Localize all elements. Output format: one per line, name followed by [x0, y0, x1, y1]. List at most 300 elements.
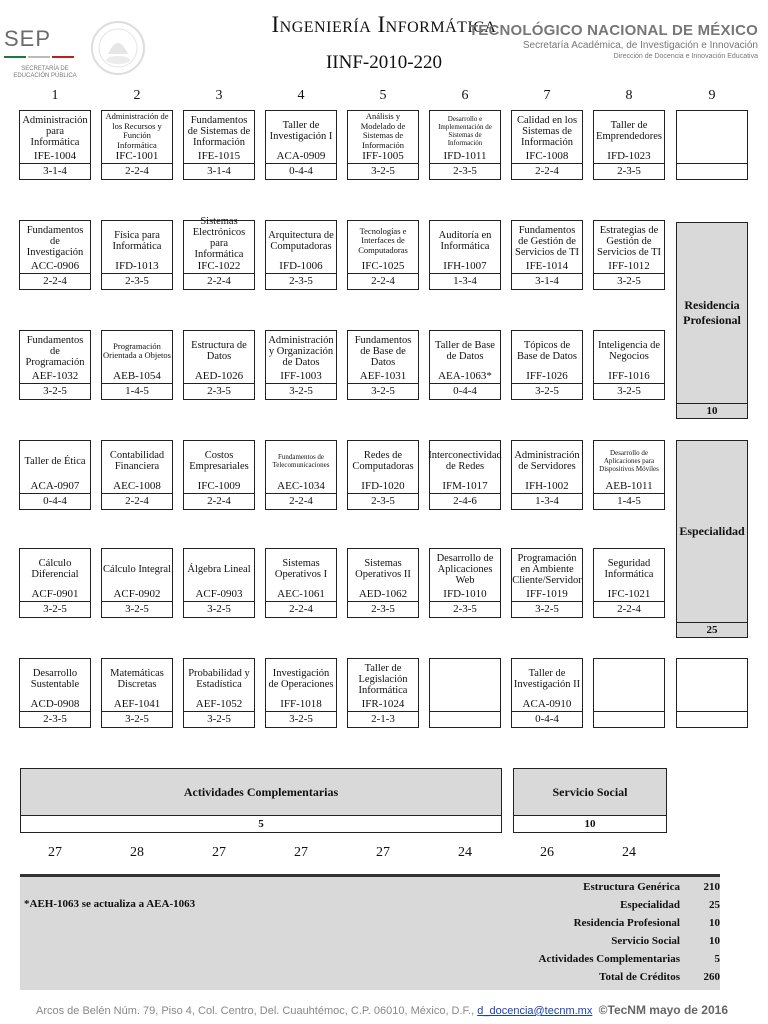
- subject-code: IFC-1022: [197, 260, 241, 272]
- column-number-9: 9: [708, 88, 716, 103]
- subject-credits: 2-3-5: [19, 712, 91, 728]
- subject-credits: 3-2-5: [19, 384, 91, 400]
- footer-address: [36, 1005, 592, 1017]
- subject-name: Fundamentos de Programación: [25, 334, 85, 368]
- subject-box: [265, 658, 337, 712]
- subject-box: [593, 548, 665, 602]
- empty-box: [676, 110, 748, 164]
- column-total-7: 26: [540, 845, 554, 860]
- subject-box: [511, 330, 583, 384]
- subject-cell: [183, 330, 255, 400]
- empty-credits: [429, 712, 501, 728]
- subject-credits: 3-2-5: [593, 274, 665, 290]
- column-number-8: 8: [625, 88, 633, 103]
- subject-code: IFD-1011: [443, 150, 487, 162]
- subject-credits: 2-3-5: [429, 602, 501, 618]
- subject-box: [347, 220, 419, 274]
- column-number-1: 1: [51, 88, 59, 103]
- subject-cell: [347, 110, 419, 180]
- summary-row: [380, 971, 720, 983]
- subject-credits: 1-4-5: [593, 494, 665, 510]
- servicio-block: [513, 768, 667, 816]
- subject-box: [101, 548, 173, 602]
- subject-box: [511, 220, 583, 274]
- address-text: Arcos de Belén Núm. 79, Piso 4, Col. Centro, Del. Cuauhtémoc, C.P. 06010, México, D.F.,: [36, 1005, 478, 1017]
- direccion-name: Dirección de Docencia e Innovación Educativa: [613, 53, 758, 60]
- subject-credits: 3-2-5: [347, 164, 419, 180]
- subject-code: IFC-1009: [197, 480, 241, 492]
- subject-code: AEB-1054: [113, 370, 161, 382]
- summary-label: Actividades Complementarias: [538, 953, 680, 965]
- subject-cell: [19, 110, 91, 180]
- subject-name: Taller de Investigación II: [513, 668, 581, 690]
- subject-cell: [593, 220, 665, 290]
- subject-name: Administración de Servidores: [514, 450, 580, 472]
- column-total-8: 24: [622, 845, 636, 860]
- column-number-3: 3: [215, 88, 223, 103]
- subject-box: [183, 548, 255, 602]
- subject-cell: [101, 658, 173, 728]
- residencia-label: Residencia Profesional: [683, 298, 741, 327]
- subject-cell: [183, 110, 255, 180]
- institution-block: [469, 22, 758, 60]
- subject-name: Administración de los Recursos y Función Informática: [105, 111, 169, 150]
- subject-credits: 3-2-5: [593, 384, 665, 400]
- subject-name: Fundamentos de Sistemas de Información: [187, 114, 251, 148]
- subject-cell: [101, 220, 173, 290]
- summary-value: 210: [703, 881, 720, 893]
- subject-code: AEB-1011: [605, 480, 653, 492]
- subject-name: Cálculo Diferencial: [31, 558, 79, 580]
- subject-name: Interconectividad de Redes: [428, 450, 502, 472]
- subject-code: IFD-1006: [279, 260, 323, 272]
- subject-cell: [19, 440, 91, 510]
- subject-code: IFH-1007: [443, 260, 487, 272]
- subject-box: [347, 110, 419, 164]
- subject-name: Taller de Base de Datos: [435, 340, 495, 362]
- subject-box: [183, 330, 255, 384]
- subject-box: [593, 440, 665, 494]
- subject-code: IFM-1017: [442, 480, 488, 492]
- subject-box: [265, 330, 337, 384]
- subject-box: [593, 110, 665, 164]
- subject-code: ACA-0909: [276, 150, 326, 162]
- subject-code: AEC-1008: [113, 480, 161, 492]
- subject-cell: [265, 440, 337, 510]
- especialidad-label: Especialidad: [679, 524, 745, 538]
- empty-credits: [676, 164, 748, 180]
- summary-row: [380, 917, 720, 929]
- subject-code: ACA-0907: [30, 480, 80, 492]
- subject-credits: 0-4-4: [511, 712, 583, 728]
- subject-credits: 3-2-5: [183, 712, 255, 728]
- subject-cell: [429, 548, 501, 618]
- summary-row: [380, 953, 720, 965]
- subject-cell: [347, 330, 419, 400]
- subject-credits: 3-2-5: [347, 384, 419, 400]
- summary-label: Servicio Social: [611, 935, 680, 947]
- plan-code: IINF-2010-220: [325, 52, 443, 73]
- subject-name: Fundamentos de Base de Datos: [354, 334, 412, 368]
- subject-box: [183, 216, 255, 274]
- subject-cell: [101, 440, 173, 510]
- column-total-1: 27: [48, 845, 62, 860]
- subject-cell: [429, 220, 501, 290]
- subject-cell: [429, 440, 501, 510]
- subject-code: AEF-1031: [359, 370, 407, 382]
- servicio-credits: 10: [513, 816, 667, 833]
- subject-credits: 2-3-5: [265, 274, 337, 290]
- update-note: *AEH-1063 se actualiza a AEA-1063: [24, 898, 196, 910]
- subject-name: Física para Informática: [112, 230, 162, 252]
- residencia-block: [676, 222, 748, 404]
- subject-name: Desarrollo e Implementación de Sistemas de Información: [438, 115, 492, 147]
- subject-name: Estrategias de Gestión de Servicios de TI: [597, 224, 661, 258]
- subject-code: IFE-1015: [197, 150, 241, 162]
- subject-code: AEC-1034: [277, 480, 325, 492]
- subject-credits: 2-2-4: [101, 164, 173, 180]
- summary-label: Estructura Genérica: [583, 881, 680, 893]
- subject-box: [347, 330, 419, 384]
- subject-credits: 2-3-5: [429, 164, 501, 180]
- summary-row: [380, 935, 720, 947]
- subject-credits: 2-3-5: [347, 494, 419, 510]
- subject-name: Inteligencia de Negocios: [597, 340, 661, 362]
- subject-name: Análisis y Modelado de Sistemas de Información: [360, 111, 406, 150]
- subject-credits: 2-2-4: [183, 274, 255, 290]
- subject-name: Álgebra Lineal: [187, 563, 251, 575]
- subject-box: [429, 440, 501, 494]
- subject-name: Fundamentos de Gestión de Servicios de TI: [515, 224, 579, 258]
- subject-credits: 3-2-5: [183, 602, 255, 618]
- subject-cell: [265, 220, 337, 290]
- subject-box: [19, 440, 91, 494]
- subject-cell: [101, 110, 173, 180]
- empty-credits: [676, 712, 748, 728]
- subject-box: [183, 658, 255, 712]
- column-total-2: 28: [130, 845, 144, 860]
- subject-cell: [265, 110, 337, 180]
- subject-name: Costos Empresariales: [189, 450, 249, 472]
- actividades-label: Actividades Complementarias: [183, 784, 339, 799]
- subject-code: IFF-1018: [280, 698, 322, 710]
- subject-code: IFC-1025: [361, 260, 405, 272]
- subject-credits: 2-2-4: [265, 494, 337, 510]
- actividades-block: [20, 768, 502, 816]
- summary-row: [380, 881, 720, 893]
- subject-credits: 2-3-5: [183, 384, 255, 400]
- summary-value: 10: [709, 935, 720, 947]
- subject-cell: [347, 220, 419, 290]
- subject-box: [19, 330, 91, 384]
- subject-code: IFH-1002: [525, 480, 569, 492]
- subject-box: [347, 548, 419, 602]
- subject-name: Sistemas Operativos II: [355, 558, 411, 580]
- subject-credits: 3-2-5: [101, 712, 173, 728]
- subject-code: IFD-1013: [115, 260, 159, 272]
- subject-credits: 2-2-4: [347, 274, 419, 290]
- residencia-credits: 10: [676, 403, 748, 419]
- subject-code: AEF-1052: [195, 698, 243, 710]
- subject-code: AEF-1041: [113, 698, 161, 710]
- summary-value: 25: [709, 899, 720, 911]
- subject-credits: 1-3-4: [511, 494, 583, 510]
- column-total-5: 27: [376, 845, 390, 860]
- subject-credits: 2-2-4: [511, 164, 583, 180]
- empty-credits: [593, 712, 665, 728]
- subject-code: IFF-1016: [608, 370, 650, 382]
- subject-box: [593, 220, 665, 274]
- subject-box: [265, 110, 337, 164]
- subject-cell: [19, 548, 91, 618]
- column-number-7: 7: [543, 88, 551, 103]
- subject-code: IFC-1001: [115, 150, 159, 162]
- subject-code: IFE-1004: [33, 150, 77, 162]
- subject-code: IFF-1019: [526, 588, 568, 600]
- subject-name: Taller de Legislación Informática: [358, 662, 408, 696]
- subject-cell: [511, 440, 583, 510]
- subject-credits: 3-2-5: [101, 602, 173, 618]
- actividades-credits: 5: [20, 816, 502, 833]
- summary-row: [380, 899, 720, 911]
- subject-credits: 2-1-3: [347, 712, 419, 728]
- subject-code: IFF-1003: [280, 370, 322, 382]
- subject-code: ACF-0903: [195, 588, 243, 600]
- subject-credits: 1-3-4: [429, 274, 501, 290]
- subject-cell: [183, 658, 255, 728]
- subject-name: Programación Orientada a Objetos: [103, 340, 171, 360]
- subject-name: Matemáticas Discretas: [110, 668, 164, 690]
- subject-cell: [347, 548, 419, 618]
- subject-name: Auditoría en Informática: [438, 230, 492, 252]
- subject-box: [429, 330, 501, 384]
- subject-code: AEA-1063*: [438, 370, 492, 382]
- subject-code: AEF-1032: [31, 370, 79, 382]
- subject-cell: [265, 330, 337, 400]
- subject-cell: [511, 658, 583, 728]
- column-number-4: 4: [297, 88, 305, 103]
- subject-credits: 3-2-5: [265, 384, 337, 400]
- subject-cell: [19, 330, 91, 400]
- column-total-4: 27: [294, 845, 308, 860]
- subject-credits: 2-2-4: [183, 494, 255, 510]
- subject-box: [183, 440, 255, 494]
- subject-credits: 2-3-5: [101, 274, 173, 290]
- subject-box: [101, 220, 173, 274]
- subject-name: Sistemas Electrónicos para Informática: [192, 216, 246, 260]
- subject-cell: [183, 440, 255, 510]
- subject-box: [265, 220, 337, 274]
- secretaria-name: Secretaría Académica, de Investigación e Innovación: [522, 40, 758, 51]
- summary-value: 260: [703, 971, 720, 983]
- subject-name: Estructura de Datos: [191, 340, 247, 362]
- subject-box: [511, 110, 583, 164]
- subject-code: ACA-0910: [522, 698, 572, 710]
- copyright: ©TecNM mayo de 2016: [598, 1003, 728, 1017]
- subject-code: IFF-1026: [526, 370, 568, 382]
- subject-cell: [101, 548, 173, 618]
- empty-box: [429, 658, 501, 712]
- subject-cell: [511, 110, 583, 180]
- subject-box: [101, 440, 173, 494]
- subject-box: [265, 548, 337, 602]
- column-number-2: 2: [133, 88, 141, 103]
- subject-credits: 3-2-5: [265, 712, 337, 728]
- subject-credits: 2-2-4: [101, 494, 173, 510]
- subject-name: Fundamentos de Investigación: [26, 224, 84, 258]
- subject-name: Programación en Ambiente Cliente/Servidor: [512, 552, 582, 586]
- subject-name: Desarrollo de Aplicaciones Web: [436, 552, 494, 586]
- subject-name: Desarrollo de Aplicaciones para Dispositivos Móviles: [599, 449, 659, 473]
- subject-cell: [265, 548, 337, 618]
- subject-box: [511, 440, 583, 494]
- subject-name: Probabilidad y Estadística: [188, 668, 250, 690]
- subject-box: [19, 220, 91, 274]
- summary-label: Residencia Profesional: [573, 917, 680, 929]
- subject-credits: 2-3-5: [593, 164, 665, 180]
- subject-name: Seguridad Informática: [604, 558, 654, 580]
- subject-credits: 3-1-4: [511, 274, 583, 290]
- subject-name: Sistemas Operativos I: [274, 558, 328, 580]
- subject-code: AED-1026: [194, 370, 244, 382]
- especialidad-credits: 25: [676, 622, 748, 638]
- subject-cell: [347, 440, 419, 510]
- sep-subtitle: SECRETARÍA DE EDUCACIÓN PÚBLICA: [13, 66, 77, 79]
- subject-credits: 3-2-5: [511, 384, 583, 400]
- subject-box: [101, 330, 173, 384]
- subject-box: [429, 110, 501, 164]
- subject-name: Calidad en los Sistemas de Información: [516, 114, 578, 148]
- sep-wordmark: SEP: [4, 26, 52, 51]
- subject-cell: [183, 216, 255, 290]
- subject-credits: 2-2-4: [19, 274, 91, 290]
- subject-cell: [511, 330, 583, 400]
- subject-box: [101, 658, 173, 712]
- institution-name: TECNOLÓGICO NACIONAL DE MÉXICO: [468, 22, 758, 39]
- empty-box: [676, 658, 748, 712]
- subject-credits: 3-2-5: [19, 602, 91, 618]
- email-link[interactable]: d_docencia@tecnm.mx: [477, 1005, 593, 1017]
- subject-code: IFE-1014: [525, 260, 569, 272]
- subject-cell: [511, 548, 583, 618]
- servicio-label: Servicio Social: [552, 784, 628, 799]
- subject-credits: 0-4-4: [265, 164, 337, 180]
- subject-name: Tópicos de Base de Datos: [516, 340, 578, 362]
- subject-name: Administración para Informática: [22, 114, 88, 148]
- subject-code: ACF-0901: [31, 588, 79, 600]
- subject-cell: [183, 548, 255, 618]
- subject-credits: 3-2-5: [511, 602, 583, 618]
- subject-name: Redes de Computadoras: [352, 450, 414, 472]
- subject-box: [19, 548, 91, 602]
- subject-code: ACC-0906: [30, 260, 80, 272]
- column-number-6: 6: [461, 88, 469, 103]
- subject-box: [429, 548, 501, 602]
- subject-box: [101, 110, 173, 164]
- subject-name: Investigación de Operaciones: [268, 668, 334, 690]
- subject-name: Administración y Organización de Datos: [268, 334, 334, 368]
- column-number-5: 5: [379, 88, 387, 103]
- empty-cell: [676, 110, 748, 180]
- subject-cell: [19, 658, 91, 728]
- subject-name: Taller de Emprendedores: [596, 120, 662, 142]
- subject-code: AEC-1061: [277, 588, 325, 600]
- subject-code: ACF-0902: [113, 588, 161, 600]
- subject-cell: [593, 110, 665, 180]
- subject-name: Taller de Ética: [24, 455, 86, 467]
- subject-name: Cálculo Integral: [103, 563, 171, 575]
- summary-label: Total de Créditos: [599, 971, 680, 983]
- subject-name: Desarrollo Sustentable: [30, 668, 80, 690]
- summary-label: Especialidad: [620, 899, 680, 911]
- subject-box: [511, 658, 583, 712]
- subject-credits: 2-4-6: [429, 494, 501, 510]
- subject-credits: 0-4-4: [19, 494, 91, 510]
- empty-cell: [676, 658, 748, 728]
- subject-code: IFR-1024: [361, 698, 405, 710]
- subject-code: IFC-1021: [607, 588, 651, 600]
- subject-box: [19, 110, 91, 164]
- subject-credits: 3-1-4: [19, 164, 91, 180]
- subject-credits: 2-2-4: [265, 602, 337, 618]
- subject-cell: [593, 330, 665, 400]
- subject-name: Fundamentos de Telecomunicaciones: [272, 453, 330, 469]
- subject-name: Tecnologías e Interfaces de Computadoras: [358, 225, 408, 255]
- subject-code: IFF-1005: [362, 150, 404, 162]
- subject-cell: [347, 658, 419, 728]
- subject-code: AED-1062: [358, 588, 408, 600]
- empty-cell: [593, 658, 665, 728]
- empty-cell: [429, 658, 501, 728]
- subject-box: [265, 440, 337, 494]
- subject-box: [429, 220, 501, 274]
- subject-cell: [19, 220, 91, 290]
- subject-code: IFF-1012: [608, 260, 650, 272]
- subject-box: [19, 658, 91, 712]
- subject-credits: 3-1-4: [183, 164, 255, 180]
- column-total-3: 27: [212, 845, 226, 860]
- subject-cell: [593, 548, 665, 618]
- subject-credits: 2-3-5: [347, 602, 419, 618]
- subject-credits: 2-2-4: [593, 602, 665, 618]
- subject-box: [183, 110, 255, 164]
- subject-credits: 1-4-5: [101, 384, 173, 400]
- empty-box: [593, 658, 665, 712]
- subject-cell: [101, 330, 173, 400]
- subject-code: IFD-1023: [607, 150, 651, 162]
- subject-cell: [265, 658, 337, 728]
- subject-cell: [429, 330, 501, 400]
- subject-name: Arquitectura de Computadoras: [268, 230, 334, 252]
- subject-name: Contabilidad Financiera: [109, 450, 165, 472]
- subject-code: IFD-1010: [443, 588, 487, 600]
- subject-box: [511, 548, 583, 602]
- career-title: Ingeniería Informática: [271, 12, 497, 37]
- subject-credits: 0-4-4: [429, 384, 501, 400]
- subject-box: [347, 440, 419, 494]
- especialidad-block: [676, 440, 748, 623]
- subject-name: Taller de Investigación I: [269, 120, 333, 142]
- subject-cell: [429, 110, 501, 180]
- subject-box: [593, 330, 665, 384]
- subject-cell: [593, 440, 665, 510]
- subject-code: IFD-1020: [361, 480, 405, 492]
- column-total-6: 24: [458, 845, 472, 860]
- subject-cell: [511, 220, 583, 290]
- summary-value: 10: [709, 917, 720, 929]
- summary-value: 5: [714, 953, 720, 965]
- subject-code: IFC-1008: [525, 150, 569, 162]
